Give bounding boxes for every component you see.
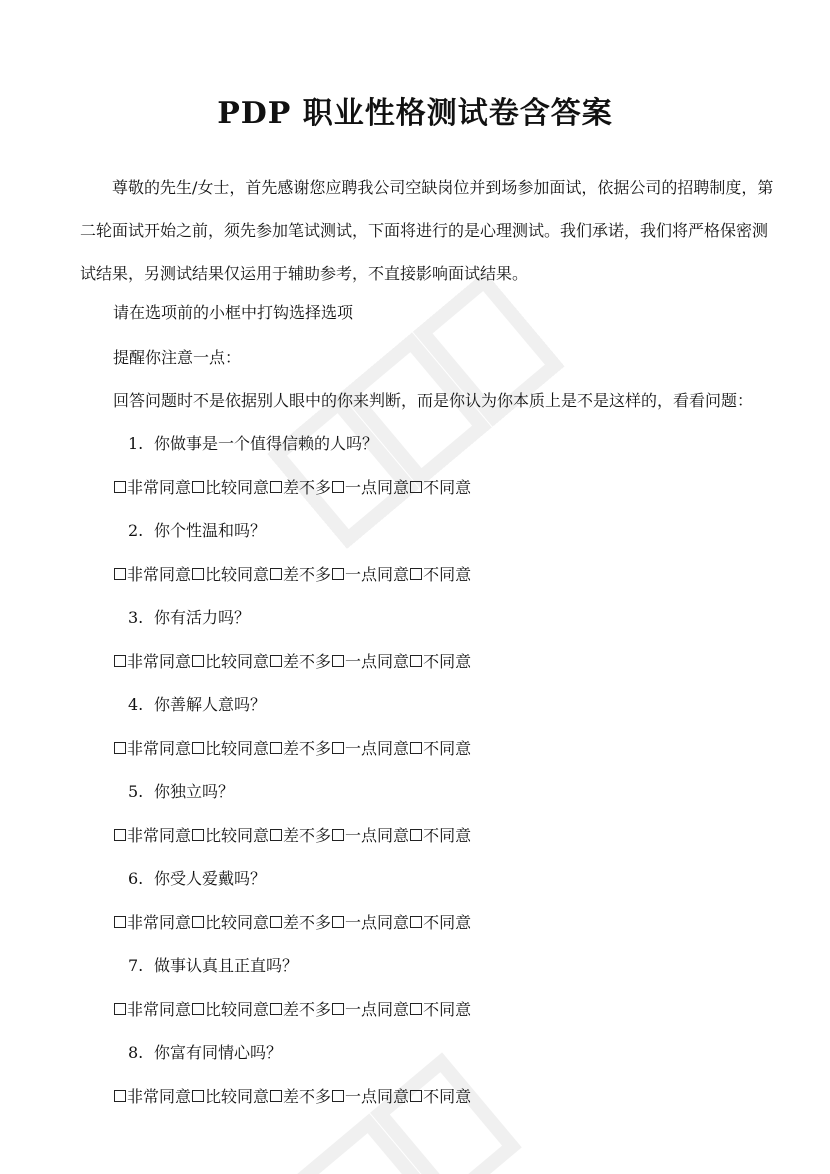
options-row: [113, 1084, 471, 1107]
option-label: 一点同意: [345, 826, 410, 845]
option-checkbox[interactable]: [114, 1090, 126, 1102]
option-checkbox[interactable]: [114, 742, 126, 754]
question-5: [128, 779, 234, 802]
option-label: 比较同意: [205, 565, 270, 584]
question-7: [128, 953, 298, 976]
option-checkbox[interactable]: [410, 916, 422, 928]
option-label: 非常同意: [127, 478, 192, 497]
option-label: 比较同意: [205, 826, 270, 845]
options-row: [113, 823, 471, 846]
option-label: 非常同意: [127, 1000, 192, 1019]
option-label: 非常同意: [127, 739, 192, 758]
question-8: [128, 1040, 282, 1063]
option-checkbox[interactable]: [410, 1090, 422, 1102]
option-checkbox[interactable]: [410, 655, 422, 667]
option-checkbox[interactable]: [410, 568, 422, 580]
question-number: 8.: [128, 1043, 144, 1062]
option-checkbox[interactable]: [332, 916, 344, 928]
question-text: 你做事是一个值得信赖的人吗？: [154, 434, 379, 453]
option-label: 一点同意: [345, 739, 410, 758]
option-label: 非常同意: [127, 652, 192, 671]
option-checkbox[interactable]: [270, 568, 282, 580]
option-label: 差不多: [283, 826, 332, 845]
option-checkbox[interactable]: [410, 829, 422, 841]
option-label: 差不多: [283, 1087, 332, 1106]
question-number: 1.: [128, 434, 144, 453]
option-label: 一点同意: [345, 652, 410, 671]
option-checkbox[interactable]: [332, 829, 344, 841]
option-label: 差不多: [283, 739, 332, 758]
question-text: 你有活力吗？: [154, 608, 251, 627]
option-label: 差不多: [283, 1000, 332, 1019]
question-text: 你受人爱戴吗？: [154, 869, 267, 888]
option-label: 差不多: [283, 913, 332, 932]
option-checkbox[interactable]: [270, 1003, 282, 1015]
option-checkbox[interactable]: [332, 481, 344, 493]
option-checkbox[interactable]: [270, 481, 282, 493]
option-label: 比较同意: [205, 652, 270, 671]
option-checkbox[interactable]: [410, 481, 422, 493]
question-text: 你善解人意吗？: [154, 695, 267, 714]
option-label: 不同意: [423, 913, 472, 932]
option-label: 不同意: [423, 1000, 472, 1019]
option-checkbox[interactable]: [114, 829, 126, 841]
question-4: [128, 692, 266, 715]
option-checkbox[interactable]: [192, 568, 204, 580]
question-6: [128, 866, 266, 889]
options-row: [113, 649, 471, 672]
options-row: [113, 562, 471, 585]
option-checkbox[interactable]: [192, 1003, 204, 1015]
option-label: 一点同意: [345, 565, 410, 584]
question-text: 做事认真且正直吗？: [154, 956, 299, 975]
option-label: 非常同意: [127, 913, 192, 932]
option-label: 非常同意: [127, 565, 192, 584]
option-label: 不同意: [423, 565, 472, 584]
option-checkbox[interactable]: [270, 916, 282, 928]
question-number: 3.: [128, 608, 144, 627]
reminder-text: 提醒你注意一点：: [113, 348, 242, 367]
option-checkbox[interactable]: [192, 829, 204, 841]
option-checkbox[interactable]: [332, 568, 344, 580]
options-row: [113, 475, 471, 498]
option-checkbox[interactable]: [270, 742, 282, 754]
option-label: 不同意: [423, 652, 472, 671]
option-checkbox[interactable]: [114, 481, 126, 493]
option-label: 不同意: [423, 478, 472, 497]
option-checkbox[interactable]: [192, 916, 204, 928]
option-label: 比较同意: [205, 1087, 270, 1106]
option-checkbox[interactable]: [114, 1003, 126, 1015]
option-label: 比较同意: [205, 913, 270, 932]
option-checkbox[interactable]: [192, 655, 204, 667]
option-label: 比较同意: [205, 478, 270, 497]
question-number: 6.: [128, 869, 144, 888]
option-checkbox[interactable]: [114, 916, 126, 928]
question-2: [128, 518, 266, 541]
option-label: 一点同意: [345, 913, 410, 932]
option-label: 一点同意: [345, 1087, 410, 1106]
question-text: 你富有同情心吗？: [154, 1043, 283, 1062]
option-checkbox[interactable]: [410, 742, 422, 754]
option-label: 不同意: [423, 1087, 472, 1106]
options-row: [113, 736, 471, 759]
question-text: 你独立吗？: [154, 782, 235, 801]
option-checkbox[interactable]: [270, 1090, 282, 1102]
options-row: [113, 997, 471, 1020]
instruction-text: 请在选项前的小框中打钩选择选项: [113, 303, 354, 322]
option-checkbox[interactable]: [332, 742, 344, 754]
option-label: 比较同意: [205, 739, 270, 758]
option-checkbox[interactable]: [332, 655, 344, 667]
options-row: [113, 910, 471, 933]
option-checkbox[interactable]: [332, 1090, 344, 1102]
option-checkbox[interactable]: [410, 1003, 422, 1015]
question-number: 2.: [128, 521, 144, 540]
option-checkbox[interactable]: [270, 655, 282, 667]
option-label: 非常同意: [127, 826, 192, 845]
question-number: 4.: [128, 695, 144, 714]
note-text: 回答问题时不是依据别人眼中的你来判断，而是你认为你本质上是不是这样的，看看问题：: [113, 391, 754, 410]
option-label: 不同意: [423, 826, 472, 845]
option-checkbox[interactable]: [270, 829, 282, 841]
option-checkbox[interactable]: [192, 481, 204, 493]
question-text: 你个性温和吗？: [154, 521, 267, 540]
intro-paragraph: 尊敬的先生/女士，首先感谢您应聘我公司空缺岗位并到场参加面试，依据公司的招聘制度，第二轮面试开始之前，须先参加笔试测试，下面将进行的是心理测试。我们承诺，我们将严格保密测试结果，另测试结果仅运用于辅助参考，不直接影响面试结果。: [80, 178, 774, 283]
option-checkbox[interactable]: [192, 742, 204, 754]
option-label: 一点同意: [345, 1000, 410, 1019]
option-checkbox[interactable]: [114, 655, 126, 667]
option-label: 差不多: [283, 478, 332, 497]
option-label: 不同意: [423, 739, 472, 758]
question-1: [128, 431, 378, 454]
question-3: [128, 605, 250, 628]
option-label: 一点同意: [345, 478, 410, 497]
option-checkbox[interactable]: [114, 568, 126, 580]
question-number: 5.: [128, 782, 144, 801]
option-label: 差不多: [283, 565, 332, 584]
page-title: PDP 职业性格测试卷含答案: [217, 96, 613, 131]
option-checkbox[interactable]: [332, 1003, 344, 1015]
option-label: 非常同意: [127, 1087, 192, 1106]
option-label: 差不多: [283, 652, 332, 671]
question-number: 7.: [128, 956, 144, 975]
option-checkbox[interactable]: [192, 1090, 204, 1102]
option-label: 比较同意: [205, 1000, 270, 1019]
